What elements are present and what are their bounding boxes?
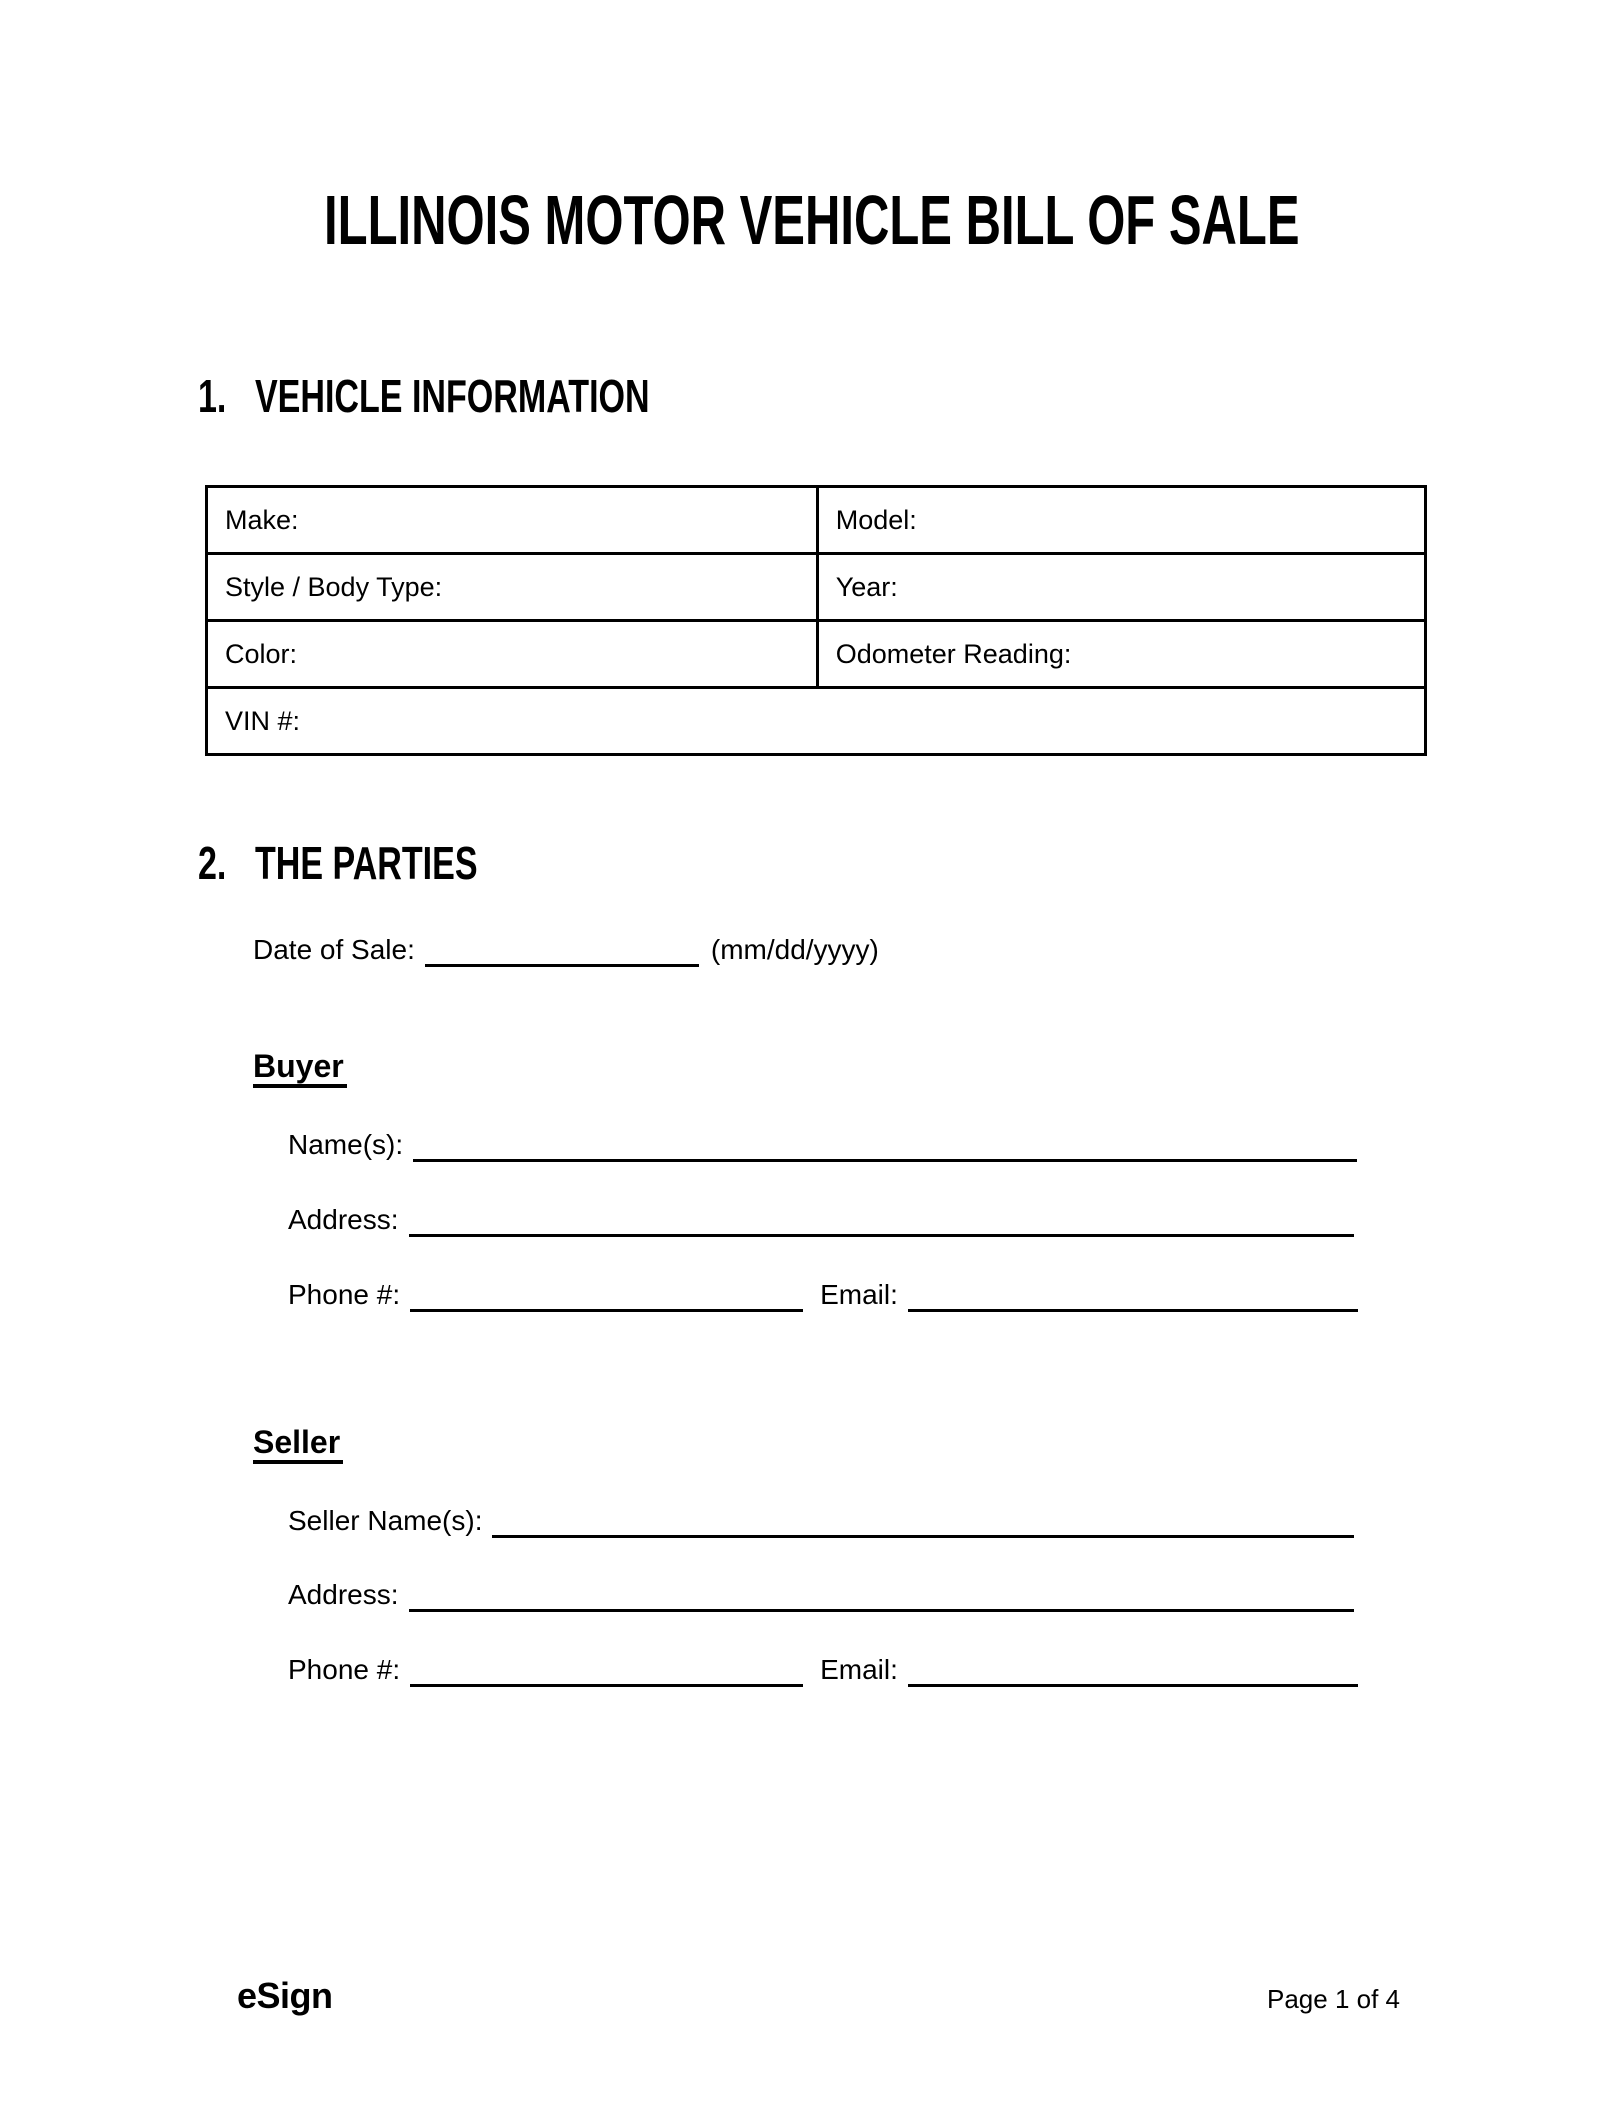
year-cell[interactable]: Year: <box>817 554 1425 621</box>
vehicle-info-table <box>205 485 1427 756</box>
section-1-heading <box>198 370 808 422</box>
make-cell[interactable]: Make: <box>207 487 818 554</box>
style-body-type-cell[interactable]: Style / Body Type: <box>207 554 818 621</box>
table-row <box>207 688 1426 755</box>
buyer-name-label: Name(s): <box>288 1129 404 1160</box>
buyer-email-blank[interactable] <box>908 1289 1358 1312</box>
buyer-email-label: Email: <box>820 1279 898 1310</box>
section-1-number: 1. <box>198 370 227 422</box>
buyer-address-blank[interactable] <box>409 1214 1354 1237</box>
odometer-reading-cell[interactable]: Odometer Reading: <box>817 621 1425 688</box>
buyer-name-blank[interactable] <box>413 1139 1357 1162</box>
section-2-label: THE PARTIES <box>254 837 478 889</box>
esign-logo: eSign <box>237 1975 333 2016</box>
seller-address-label: Address: <box>288 1579 399 1610</box>
buyer-address-row <box>288 1203 1354 1237</box>
seller-address-blank[interactable] <box>409 1589 1354 1612</box>
date-of-sale-label: Date of Sale: <box>253 934 415 965</box>
vin-cell[interactable]: VIN #: <box>207 688 1426 755</box>
seller-name-blank[interactable] <box>492 1515 1354 1538</box>
seller-heading <box>253 1426 343 1464</box>
table-row <box>207 621 1426 688</box>
seller-phone-blank[interactable] <box>410 1664 803 1687</box>
date-of-sale-row <box>253 933 879 967</box>
document-title-text: ILLINOIS MOTOR VEHICLE BILL OF SALE <box>324 181 1300 259</box>
date-format-hint: (mm/dd/yyyy) <box>710 934 879 965</box>
seller-phone-label: Phone #: <box>288 1654 401 1685</box>
model-cell[interactable]: Model: <box>817 487 1425 554</box>
section-2-heading <box>198 837 576 889</box>
color-cell[interactable]: Color: <box>207 621 818 688</box>
table-row <box>207 487 1426 554</box>
page-number: Page 1 of 4 <box>1267 1984 1400 2014</box>
buyer-phone-label: Phone #: <box>288 1279 401 1310</box>
buyer-phone-email-row <box>288 1278 1358 1312</box>
buyer-name-row <box>288 1128 1357 1162</box>
section-2-number: 2. <box>198 837 227 889</box>
seller-name-row <box>288 1504 1354 1538</box>
buyer-heading-text: Buyer <box>253 1050 347 1088</box>
buyer-phone-blank[interactable] <box>410 1289 803 1312</box>
buyer-address-label: Address: <box>288 1204 399 1235</box>
section-1-label: VEHICLE INFORMATION <box>254 370 650 422</box>
seller-phone-email-row <box>288 1653 1358 1687</box>
seller-address-row <box>288 1578 1354 1612</box>
buyer-heading <box>253 1050 347 1088</box>
table-row <box>207 554 1426 621</box>
seller-name-label: Seller Name(s): <box>288 1505 483 1536</box>
date-of-sale-blank[interactable] <box>425 944 699 967</box>
document-title <box>0 181 1624 259</box>
seller-email-label: Email: <box>820 1654 898 1685</box>
seller-email-blank[interactable] <box>908 1664 1358 1687</box>
seller-heading-text: Seller <box>253 1426 343 1464</box>
